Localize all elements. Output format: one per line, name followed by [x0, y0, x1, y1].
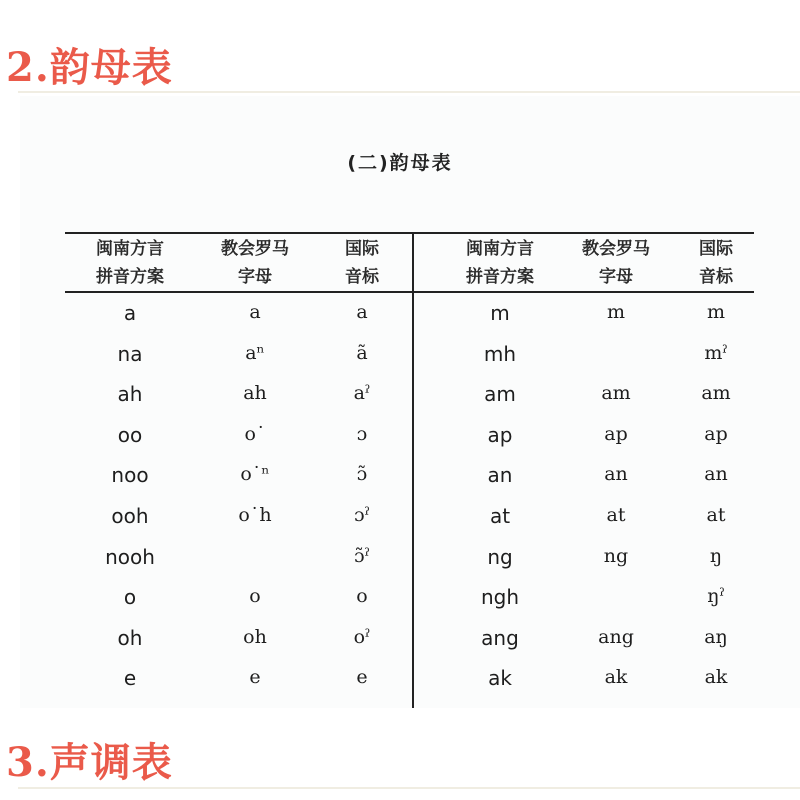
table-cell-ipa: aŋ [704, 626, 728, 648]
table-cell-pinyin: mh [483, 342, 517, 366]
table-top-rule [65, 232, 754, 234]
table-cell-pinyin: ah [117, 382, 143, 406]
table-cell-pinyin: na [117, 342, 143, 366]
table-cell-pinyin: ngh [480, 585, 520, 609]
table-cell-romanization: o [249, 585, 261, 607]
table-caption: (二)韵母表 [347, 152, 453, 174]
column-header: 闽南方言 [466, 239, 534, 259]
column-header: 教会罗马 [221, 239, 289, 259]
column-header: 国际 [699, 239, 733, 259]
table-cell-romanization: o˙ [244, 423, 266, 445]
table-cell-romanization: am [601, 382, 631, 404]
table-cell-romanization: ap [604, 423, 628, 445]
table-cell-ipa: m [706, 301, 726, 323]
column-header: 字母 [238, 267, 272, 287]
table-cell-romanization: ng [603, 545, 629, 567]
heading-divider [18, 787, 800, 789]
table-cell-romanization: a [249, 301, 261, 323]
table-cell-romanization: aⁿ [245, 342, 265, 364]
table-cell-ipa: ɔ̃ [356, 463, 368, 485]
table-cell-romanization: oh [243, 626, 267, 648]
table-cell-ipa: ɔ [356, 423, 368, 445]
table-cell-pinyin: noo [111, 463, 149, 487]
table-cell-ipa: ɔˀ [354, 504, 370, 526]
table-cell-pinyin: ak [488, 666, 512, 690]
table-cell-pinyin: ang [481, 626, 519, 650]
table-cell-pinyin: am [484, 382, 516, 406]
table-cell-ipa: o [356, 585, 368, 607]
table-cell-ipa: ɔ̃ˀ [354, 545, 370, 567]
table-cell-pinyin: ng [487, 545, 513, 569]
table-cell-romanization: m [606, 301, 626, 323]
table-cell-romanization: ang [598, 626, 634, 648]
column-header: 国际 [345, 239, 379, 259]
table-cell-ipa: ŋ [709, 545, 723, 567]
table-cell-pinyin: an [487, 463, 513, 487]
table-cell-ipa: a [356, 301, 368, 323]
column-header: 音标 [699, 267, 733, 287]
table-cell-ipa: ak [704, 666, 728, 688]
table-cell-ipa: e [356, 666, 368, 688]
column-header: 音标 [345, 267, 379, 287]
table-cell-romanization: e [249, 666, 261, 688]
table-cell-romanization: o˙h [238, 504, 272, 526]
table-cell-pinyin: ooh [111, 504, 149, 528]
table-cell-ipa: at [706, 504, 726, 526]
table-cell-ipa: oˀ [353, 626, 371, 648]
table-cell-ipa: ã [356, 342, 368, 364]
section-heading-finals: 2.韵母表 [6, 44, 173, 91]
table-cell-romanization: ah [243, 382, 267, 404]
table-cell-ipa: am [701, 382, 731, 404]
section-heading-tones: 3.声调表 [6, 739, 173, 786]
table-cell-pinyin: at [489, 504, 511, 528]
table-cell-pinyin: a [123, 301, 137, 325]
table-cell-pinyin: o [123, 585, 137, 609]
table-cell-ipa: ap [704, 423, 728, 445]
heading-divider [18, 91, 800, 93]
table-cell-pinyin: m [490, 301, 510, 325]
table-cell-romanization: o˙ⁿ [240, 463, 270, 485]
column-header: 教会罗马 [582, 239, 650, 259]
table-cell-ipa: an [704, 463, 728, 485]
table-cell-romanization: ak [604, 666, 628, 688]
table-cell-pinyin: nooh [105, 545, 155, 569]
column-header: 闽南方言 [96, 239, 164, 259]
table-cell-romanization: an [604, 463, 628, 485]
table-header-rule [65, 291, 754, 293]
table-cell-pinyin: e [123, 666, 137, 690]
table-cell-pinyin: ap [487, 423, 513, 447]
table-cell-pinyin: oo [117, 423, 143, 447]
table-cell-ipa: mˀ [704, 342, 728, 364]
column-header: 字母 [599, 267, 633, 287]
column-header: 拼音方案 [466, 267, 534, 287]
table-cell-ipa: aˀ [353, 382, 371, 404]
column-header: 拼音方案 [96, 267, 164, 287]
table-cell-romanization: at [606, 504, 626, 526]
table-center-divider [412, 232, 414, 708]
table-cell-ipa: ŋˀ [707, 585, 725, 607]
table-cell-pinyin: oh [117, 626, 143, 650]
